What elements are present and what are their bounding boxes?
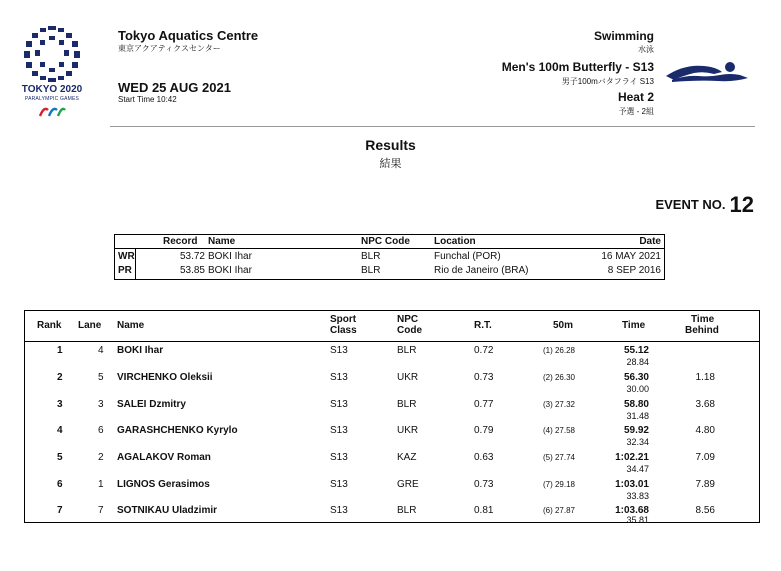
- athlete-name: AGALAKOV Roman: [117, 452, 211, 463]
- final-time: 59.92: [623, 425, 649, 436]
- final-time: 1:03.01: [615, 479, 649, 490]
- col-name: Name: [208, 236, 236, 247]
- result-row: [25, 423, 759, 449]
- heat-label: Heat 2: [617, 90, 654, 104]
- lane: 1: [98, 479, 104, 490]
- records-table: [114, 234, 665, 280]
- second-split: 34.47: [626, 464, 649, 474]
- sport-class: S13: [330, 479, 348, 490]
- split-50m: (4) 27.58: [542, 426, 575, 435]
- venue-name-jp: 東京アクアティクスセンター: [118, 44, 221, 53]
- record-holder: BOKI Ihar: [208, 265, 252, 276]
- sport-class: S13: [330, 399, 348, 410]
- athlete-name: GARASHCHENKO Kyrylo: [117, 425, 238, 436]
- lane: 7: [98, 505, 104, 516]
- split-50m: (2) 26.30: [542, 373, 575, 382]
- logo-subtitle: PARALYMPIC GAMES: [24, 96, 80, 102]
- sport-class: S13: [330, 372, 348, 383]
- col-location: Location: [434, 236, 476, 247]
- athlete-name: BOKI Ihar: [117, 345, 164, 356]
- reaction-time: 0.73: [474, 372, 494, 383]
- lane: 6: [98, 425, 104, 436]
- npc-code: GRE: [397, 479, 419, 490]
- col-date: Date: [639, 236, 661, 247]
- sport-class: S13: [330, 345, 348, 356]
- col-sport: Sport: [330, 314, 357, 325]
- event-number: [655, 192, 754, 218]
- venue-name: Tokyo Aquatics Centre: [118, 28, 259, 43]
- start-time: Start Time 10:42: [118, 95, 177, 104]
- npc-code: BLR: [397, 505, 417, 516]
- second-split: 28.84: [626, 357, 649, 367]
- rank: 2: [57, 372, 63, 383]
- reaction-time: 0.81: [474, 505, 494, 516]
- col-name: Name: [117, 320, 145, 331]
- results-table: [24, 310, 760, 523]
- split-50m: (6) 27.87: [542, 506, 575, 515]
- result-row: [25, 370, 759, 396]
- col-50m: 50m: [553, 320, 574, 331]
- event-date: WED 25 AUG 2021: [118, 80, 231, 95]
- lane: 5: [98, 372, 104, 383]
- col-npc: NPC Code: [361, 236, 410, 247]
- sport-class: S13: [330, 425, 348, 436]
- col-time-behind-1: Time: [691, 314, 715, 325]
- header-divider: [110, 126, 755, 127]
- record-type: WR: [118, 251, 135, 262]
- second-split: 30.00: [626, 384, 649, 394]
- npc-code: BLR: [397, 399, 417, 410]
- reaction-time: 0.77: [474, 399, 494, 410]
- col-class: Class: [330, 325, 357, 336]
- rank: 5: [57, 452, 63, 463]
- record-date: 16 MAY 2021: [601, 251, 661, 262]
- lane: 4: [98, 345, 104, 356]
- result-row: [25, 477, 759, 503]
- sport-class: S13: [330, 505, 348, 516]
- rank: 4: [57, 425, 63, 436]
- record-npc: BLR: [361, 251, 381, 262]
- lane: 2: [98, 452, 104, 463]
- result-row: [25, 503, 759, 529]
- event-number-label: EVENT NO.: [655, 197, 726, 212]
- sport-name: Swimming: [593, 29, 654, 43]
- time-behind: 3.68: [695, 399, 715, 410]
- npc-code: UKR: [397, 372, 419, 383]
- record-location: Funchal (POR): [434, 251, 501, 262]
- time-behind: 8.56: [695, 505, 715, 516]
- split-50m: (1) 26.28: [542, 346, 575, 355]
- split-50m: (3) 27.32: [542, 400, 575, 409]
- col-record: Record: [163, 236, 198, 247]
- athlete-name: SOTNIKAU Uladzimir: [117, 505, 218, 516]
- heat-label-jp: 予選 - 2組: [618, 107, 654, 116]
- npc-code: BLR: [397, 345, 417, 356]
- logo-title: TOKYO 2020: [21, 84, 83, 95]
- rank: 6: [57, 479, 63, 490]
- lane: 3: [98, 399, 104, 410]
- reaction-time: 0.63: [474, 452, 494, 463]
- rank: 7: [57, 505, 63, 516]
- result-row: [25, 450, 759, 476]
- sport-name-jp: 水泳: [638, 45, 654, 54]
- reaction-time: 0.72: [474, 345, 494, 356]
- time-behind: 4.80: [695, 425, 715, 436]
- col-time: Time: [622, 320, 646, 331]
- athlete-name: SALEI Dzmitry: [117, 399, 186, 410]
- col-rt: R.T.: [474, 320, 492, 331]
- col-code: Code: [397, 325, 422, 336]
- agitos-icon: [38, 104, 66, 118]
- time-behind: 7.09: [695, 452, 715, 463]
- record-location: Rio de Janeiro (BRA): [434, 265, 529, 276]
- col-lane: Lane: [78, 320, 102, 331]
- rank: 3: [57, 399, 63, 410]
- reaction-time: 0.73: [474, 479, 494, 490]
- event-number-value: 12: [729, 192, 754, 217]
- records-header: [115, 235, 664, 249]
- page-title-jp: 結果: [379, 158, 402, 170]
- second-split: 33.83: [626, 491, 649, 501]
- event-name-jp: 男子100mバタフライ S13: [561, 77, 654, 86]
- result-row: [25, 343, 759, 369]
- final-time: 1:02.21: [615, 452, 649, 463]
- record-row: [115, 264, 664, 278]
- npc-code: KAZ: [397, 452, 417, 463]
- result-row: [25, 397, 759, 423]
- record-time: 53.72: [179, 251, 205, 262]
- sport-class: S13: [330, 452, 348, 463]
- final-time: 1:03.68: [615, 505, 649, 516]
- results-header: [25, 311, 759, 342]
- emblem-icon: [18, 24, 86, 84]
- final-time: 58.80: [623, 399, 649, 410]
- npc-code: UKR: [397, 425, 419, 436]
- rank: 1: [57, 345, 63, 356]
- event-name: Men's 100m Butterfly - S13: [501, 60, 654, 74]
- record-date: 8 SEP 2016: [607, 265, 661, 276]
- record-holder: BOKI Ihar: [208, 251, 252, 262]
- col-npc: NPC: [397, 314, 419, 325]
- athlete-name: VIRCHENKO Oleksii: [117, 372, 213, 383]
- second-split: 32.34: [626, 437, 649, 447]
- final-time: 55.12: [623, 345, 649, 356]
- record-time: 53.85: [179, 265, 205, 276]
- time-behind: 7.89: [695, 479, 715, 490]
- col-time-behind-2: Behind: [685, 325, 719, 336]
- split-50m: (5) 27.74: [542, 453, 575, 462]
- athlete-name: LIGNOS Gerasimos: [117, 479, 210, 490]
- second-split: 35.81: [626, 515, 649, 525]
- swimmer-icon: [664, 58, 750, 86]
- record-type: PR: [118, 265, 132, 276]
- col-rank: Rank: [37, 320, 62, 331]
- second-split: 31.48: [626, 411, 649, 421]
- split-50m: (7) 29.18: [542, 480, 575, 489]
- record-npc: BLR: [361, 265, 381, 276]
- record-row: [115, 250, 664, 264]
- time-behind: 1.18: [695, 372, 715, 383]
- final-time: 56.30: [623, 372, 649, 383]
- reaction-time: 0.79: [474, 425, 494, 436]
- tokyo-2020-paralympic-logo: [18, 24, 86, 124]
- page-title: Results: [365, 137, 416, 153]
